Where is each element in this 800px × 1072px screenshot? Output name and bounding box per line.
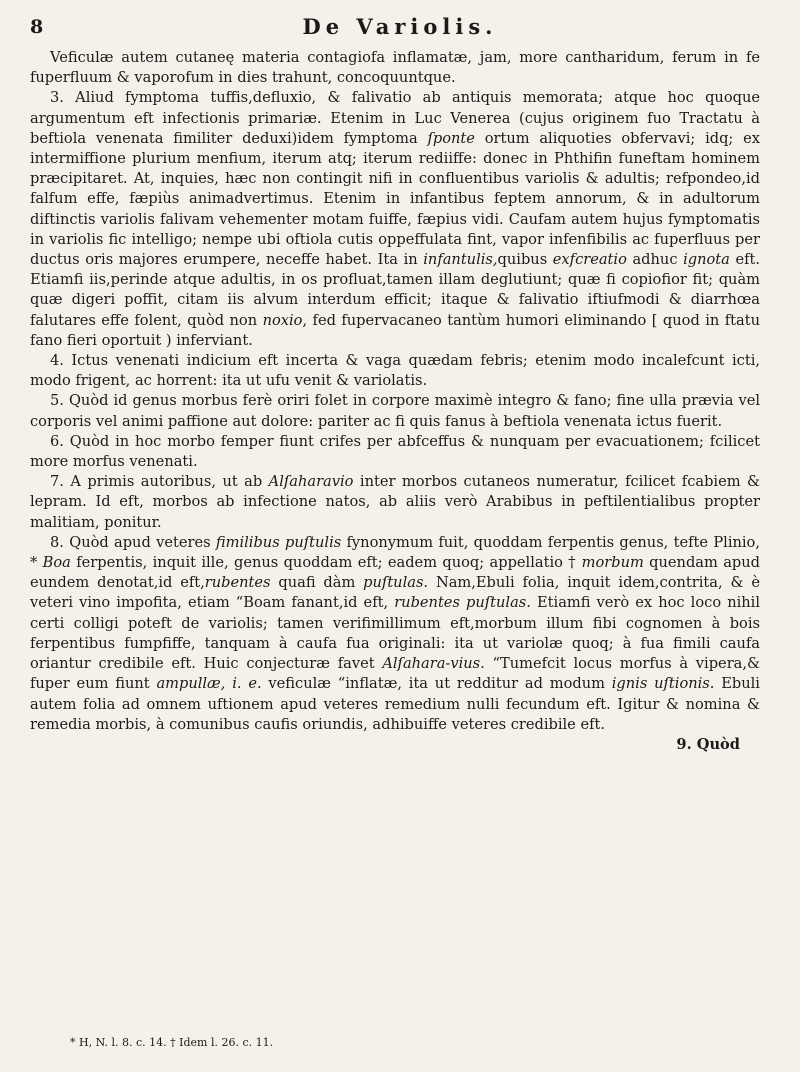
page-number: 8 <box>30 16 44 38</box>
paragraph-8: 8. Quòd apud veteres fimilibus puſtulis fynonymum fuit, quoddam ferpentis genus, tefte Plinio, * Boa ferpentis, inquit ille, genus quoddam eft; eadem quoq; appellatio † morbum quendam apud eundem denotat,id eft,rubentes quafi dàm puſtulas. Nam,Ebuli folia, inquit idem,contrita, & è veteri vino impofita, etiam “Boam fanant,id eft, rubentes puſtulas. Etiamfi verò ex hoc loco nihil certi colligi poteft de variolis; tamen verifimillimum eft,morbum illum fibi cognomen à bois ferpentibus fumpfiffe, tanquam à caufa fua originali: ita ut variolæ quoq; à fua fimili caufa oriantur credibile eft. Huic conjecturæ favet Alſahara-vius. “Tumefcit locus morfus à vipera,& fuper eum fiunt ampullæ, i. e. veficulæ “inflatæ, ita ut redditur ad modum ignis uſtionis. Ebuli autem folia ad omnem uftionem apud veteres remedium nulli fecundum eft. Igitur & nomina & remedia morbis, à comunibus caufis oriundis, adhibuiffe veteres credibile eft. <box>30 533 760 733</box>
paragraph-5: 5. Quòd id genus morbus ferè oriri folet in corpore maximè integro & fano; fine ulla prævia vel corporis vel animi paffione aut dolore: pariter ac fi quis fanus à beftiola venenata ictus fuerit. <box>30 392 760 430</box>
running-title: De Variolis. <box>302 14 498 39</box>
paragraph-6: 6. Quòd in hoc morbo femper fiunt crifes per abfceffus & nunquam per evacuationem; fcilicet more morfus venenati. <box>30 432 760 471</box>
body-text <box>30 48 760 755</box>
footnote: * H, N. l. 8. c. 14. † Idem l. 26. c. 11. <box>70 1036 274 1049</box>
catchword: 9. Quòd <box>676 735 740 753</box>
paragraph-7: 7. A primis autoribus, ut ab Alſaharavio inter morbos cutaneos numeratur, fcilicet fcabiem & lepram. Id eft, morbos ab infectione natos, ab aliis verò Arabibus in peftilentialibus propter malitiam, ponitur. <box>30 473 760 531</box>
paragraph-3: 3. Aliud fymptoma tuffis,defluxio, & falivatio ab antiquis memorata; atque hoc quoque argumentum eft infectionis primariæ. Etenim in Luc Venerea (cujus originem fuo Tractatu à beftiola venenata fimiliter deduxi)idem fymptoma ſponte ortum aliquoties obfervavi; idq; ex intermiffione plurium menfium, iterum atq; iterum rediiffe: donec in Phthifin funeftam hominem præcipitaret. At, inquies, hæc non contingit nifi in confluentibus variolis & adultis; refpondeo,id falfum effe, fæpiùs animadvertimus. Etenim in infantibus feptem annorum, & in adultorum diftinctis variolis falivam vehementer motam fuiffe, fæpius vidi. Caufam autem hujus fymptomatis in variolis fic intelligo; nempe ubi oftiola cutis oppeffulata fint, vapor infenfibilis ac fuperfluus per ductus oris majores erumpere, neceffe habet. Ita in infantulis,quibus exfcreatio adhuc ignota eft. Etiamfi iis,perinde atque adultis, in os profluat,tamen illam deglutiunt; quæ fi copiofior fit; quàm quæ digeri poffit, citam iis alvum interdum efficit; itaque & falivatio iftiufmodi & diarrhœa falutares effe folent, quòd non noxio, fed fupervacaneo tantùm humori eliminando [ quod in ftatu fano fieri oportuit ) inferviant. <box>30 89 761 349</box>
paragraph-4: 4. Ictus venenati indicium eft incerta & vaga quædam febris; etenim modo incalefcunt icti, modo frigent, ac horrent: ita ut ufu venit & variolatis. <box>30 352 760 390</box>
page-header <box>0 14 800 44</box>
paragraph-intro: Veficulæ autem cutaneę materia contagiofa inflamatæ, jam, more cantharidum, ferum in fe fuperfluum & vaporofum in dies trahunt, concoquuntque. <box>30 49 760 87</box>
